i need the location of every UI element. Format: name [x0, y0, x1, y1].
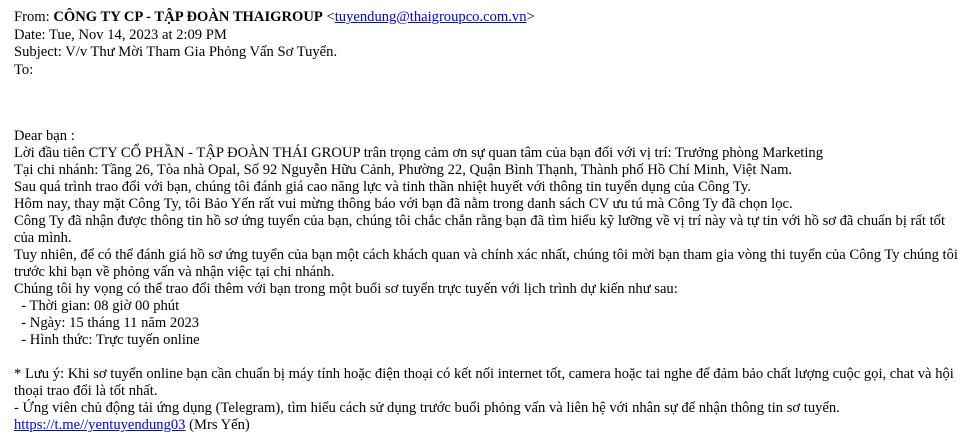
- email-body: [14, 128, 964, 434]
- announcement-paragraph: Hôm nay, thay mặt Công Ty, tôi Bảo Yến rất vui mừng thông báo với bạn đã nằm trong danh sách CV ưu tú mà Công Ty đã chọn lọc.: [14, 196, 793, 212]
- from-line: [14, 9, 964, 27]
- email-header: [14, 9, 964, 79]
- invitation-paragraph: Tuy nhiên, để có thể đánh giá hồ sơ ứng tuyển của bạn một cách khách quan và chính xác nhất, chúng tôi mời bạn tham gia vòng thi tuyển của Công Ty chúng tôi trước khi bạn về phỏng vấn và nhận việc tại chi nhánh.: [14, 247, 958, 280]
- note-equipment: * Lưu ý: Khi sơ tuyển online bạn cần chuẩn bị máy tính hoặc điện thoại có kết nối internet tốt, camera hoặc tai nghe để đảm bảo chất lượng cuộc gọi, chat và hội thoại trao đổi là tốt nhất.: [14, 366, 954, 399]
- sender-email-close: >: [526, 9, 535, 25]
- date-value: Tue, Nov 14, 2023 at 2:09 PM: [49, 26, 227, 43]
- contact-line: [14, 417, 964, 434]
- date-line: [14, 27, 964, 45]
- branch-address: Tại chi nhánh: Tầng 26, Tòa nhà Opal, Số 92 Nguyễn Hữu Cảnh, Phường 22, Quận Bình Thạnh, Thành phố Hồ Chí Minh, Việt Nam.: [14, 162, 793, 178]
- evaluation-paragraph: Sau quá trình trao đổi với bạn, chúng tôi đánh giá cao năng lực và tinh thần nhiệt huyết với thông tin tuyển dụng của Công Ty.: [14, 179, 751, 195]
- sender-email-open: <: [326, 9, 335, 25]
- contact-name: (Mrs Yến): [185, 417, 250, 433]
- to-label: To:: [14, 61, 34, 78]
- profile-paragraph: Công Ty đã nhận được thông tin hồ sơ ứng tuyển của bạn, chúng tôi chắc chắn rằng bạn đã tìm hiểu kỹ lưỡng về vị trí này và tự tin với hồ sơ đã chuẩn bị rất tốt của mình.: [14, 213, 945, 246]
- subject-line: [14, 44, 964, 62]
- sender-name: CÔNG TY CP - TẬP ĐOÀN THAIGROUP: [53, 9, 323, 25]
- subject-label: Subject:: [14, 44, 62, 60]
- schedule-time: - Thời gian: 08 giờ 00 phút: [14, 298, 180, 314]
- note-telegram: - Ứng viên chủ động tải ứng dụng (Telegram), tìm hiểu cách sử dụng trước buổi phỏng vấn và liên hệ với nhân sự để nhận thông tin sơ tuyển.: [14, 400, 840, 416]
- sender-email-link[interactable]: tuyendung@thaigroupco.com.vn: [334, 9, 527, 25]
- telegram-link[interactable]: https://t.me//yentuyendung03: [14, 417, 186, 433]
- blank-line: [14, 349, 964, 366]
- schedule-date: - Ngày: 15 tháng 11 năm 2023: [14, 315, 200, 331]
- from-label: From:: [14, 9, 50, 25]
- subject-value: V/v Thư Mời Tham Gia Phỏng Vấn Sơ Tuyển.: [65, 44, 338, 60]
- to-line: [14, 62, 964, 80]
- schedule-format: - Hình thức: Trực tuyến online: [14, 332, 200, 348]
- greeting: Dear bạn :: [14, 128, 75, 144]
- intro-paragraph: Lời đầu tiên CTY CỔ PHẦN - TẬP ĐOÀN THÁI GROUP trân trọng cảm ơn sự quan tâm của bạn đối với vị trí: Trưởng phòng Marketing: [14, 145, 824, 161]
- schedule-intro: Chúng tôi hy vọng có thể trao đổi thêm với bạn trong một buổi sơ tuyển trực tuyến với lịch trình dự kiến như sau:: [14, 281, 678, 297]
- date-label: Date:: [14, 26, 46, 43]
